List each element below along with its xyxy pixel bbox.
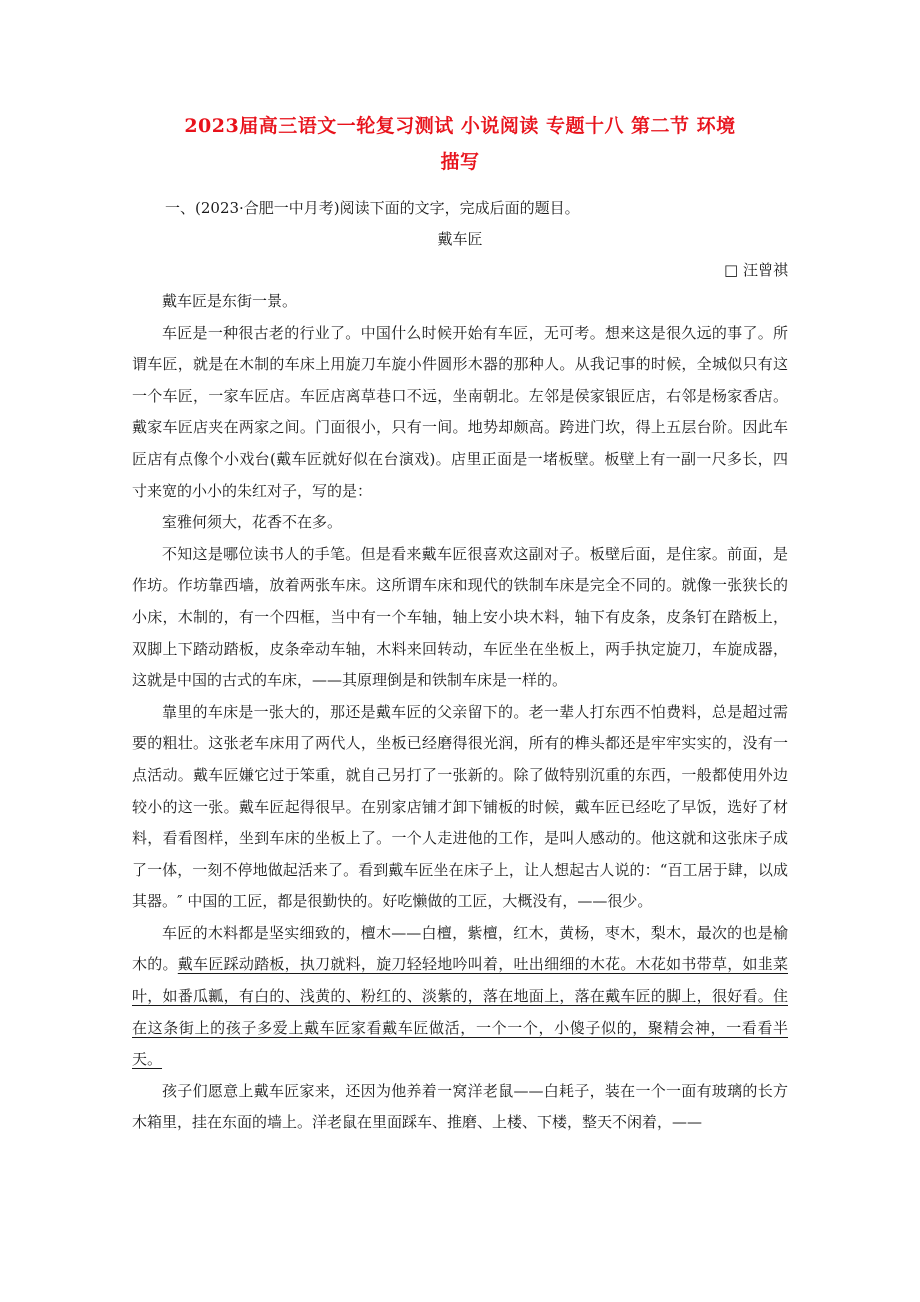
paragraph-2: 车匠是一种很古老的行业了。中国什么时候开始有车匠，无可考。想来这是很久远的事了。所谓车匠，就是在木制的车床上用旋刀车旋小件圆形木器的那种人。从我记事的时候，全城似只有这一个车匠，一家车匠店。车匠店离草巷口不远，坐南朝北。左邻是侯家银匠店，右邻是杨家香店。戴家车匠店夹在两家之间。门面很小，只有一间。地势却颇高。跨进门坎，得上五层台阶。因此车匠店有点像个小戏台(戴车匠就好似在台演戏)。店里正面是一堵板壁。板壁上有一副一尺多长，四寸来宽的小小的朱红对子，写的是： (132, 323, 788, 500)
paragraph-4: 不知这是哪位读书人的手笔。但是看来戴车匠很喜欢这副对子。板壁后面，是住家。前面，是作坊。作坊靠西墙，放着两张车床。这所谓车床和现代的铁制车床是完全不同的。就像一张狭长的小床，木制的，有一个四框，当中有一个车轴，轴上安小块木料，轴下有皮条，皮条钉在踏板上，双脚上下踏动踏板，皮条牵动车轴，木料来回转动，车匠坐在坐板上，两手执定旋刀，车旋成器，这就是中国的古式的车床，——其原理倒是和铁制车床是一样的。 (132, 544, 788, 690)
paragraph-1: 戴车匠是东街一景。 (162, 292, 298, 310)
story-title: 戴车匠 (437, 230, 483, 248)
paragraph-6 (132, 918, 788, 1076)
paragraph-6-text: 车匠的木料都是坚实细致的，檀木——白檀，紫檀，红木，黄杨，枣木，梨木，最次的也是榆木的。 (132, 923, 788, 974)
paragraph-3: 室雅何须大，花香不在多。 (162, 513, 343, 532)
paragraph-7: 孩子们愿意上戴车匠家来，还因为他养着一窝洋老鼠——白耗子，装在一个一面有玻璃的长方木箱里，挂在东面的墙上。洋老鼠在里面踩车、推磨、上楼、下楼，整天不闲着，—— (132, 1081, 788, 1132)
paragraph-5: 靠里的车床是一张大的，那还是戴车匠的父亲留下的。老一辈人打东西不怕费料，总是超过需要的粗壮。这张老车床用了两代人，坐板已经磨得很光润，所有的榫头都还是牢牢实实的，没有一点活动。戴车匠嫌它过于笨重，就自己另打了一张新的。除了做特别沉重的东西，一般都使用外边较小的这一张。戴车匠起得很早。在别家店铺才卸下铺板的时候，戴车匠已经吃了早饭，选好了材料，看看图样，坐到车床的坐板上了。一个人走进他的工作，是叫人感动的。他这就和这张床子成了一体，一刻不停地做起活来了。看到戴车匠坐在床子上，让人想起古人说的：“百工居于肆，以成其器。″ 中国的工匠，都是很勤快的。好吃懒做的工匠，大概没有，——很少。 (132, 702, 788, 911)
underlined-passage: 戴车匠踩动踏板，执刀就料，旋刀轻轻地吟叫着，吐出细细的木花。木花如书带草，如韭菜叶，如番瓜瓤，有白的、浅黄的、粉红的、淡紫的，落在地面上，落在戴车匠的脚上，很好看。住在这条街上的孩子多爱上戴车匠家看戴车匠做活，一个一个，小傻子似的，聚精会神，一看看半天。 (132, 955, 788, 1069)
question-prompt: 一、(2023·合肥一中月考)阅读下面的文字，完成后面的题目。 (165, 199, 580, 217)
title-line-2: 描写 (440, 151, 480, 173)
title-line-1: 2023届高三语文一轮复习测试 小说阅读 专题十八 第二节 环境 (184, 115, 736, 137)
story-body (132, 286, 788, 1139)
story-author: □ 汪曾祺 (724, 261, 788, 279)
